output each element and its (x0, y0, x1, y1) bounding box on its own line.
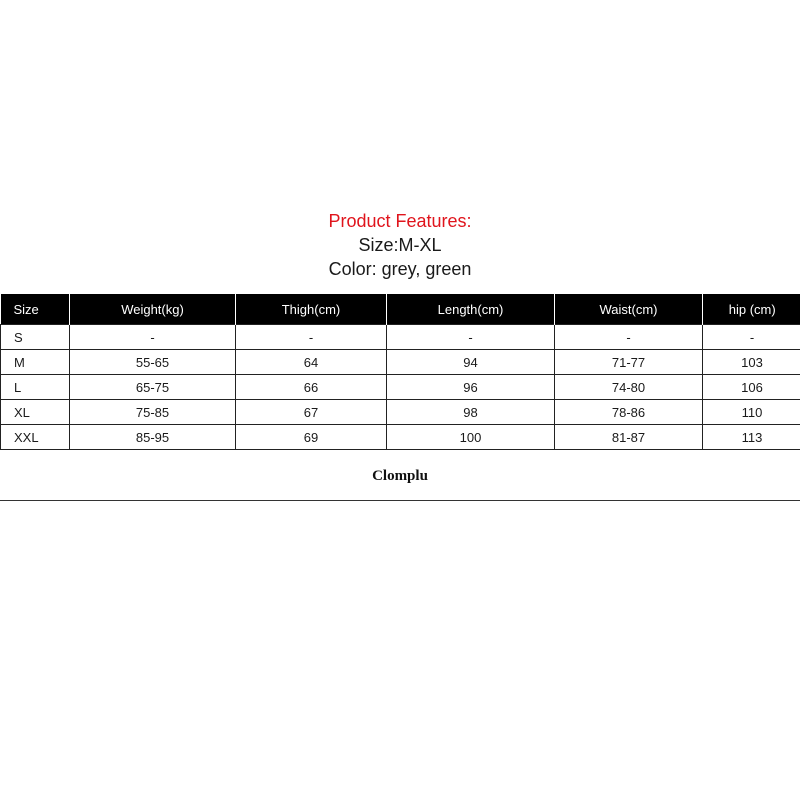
cell-size: L (1, 375, 70, 400)
cell-waist: 81-87 (555, 425, 703, 450)
cell-thigh: 67 (236, 400, 387, 425)
cell-thigh: 66 (236, 375, 387, 400)
header-weight: Weight(kg) (70, 294, 236, 325)
cell-hip: 106 (703, 375, 800, 400)
color-options-text: Color: grey, green (328, 259, 472, 279)
product-features-heading: Product Features: (328, 211, 472, 231)
header-hip: hip (cm) (703, 294, 800, 325)
cell-size: XL (1, 400, 70, 425)
cell-length: 100 (387, 425, 555, 450)
cell-weight: 55-65 (70, 350, 236, 375)
cell-waist: - (555, 325, 703, 350)
header-thigh: Thigh(cm) (236, 294, 387, 325)
cell-thigh: - (236, 325, 387, 350)
cell-thigh: 64 (236, 350, 387, 375)
divider-line (0, 500, 800, 501)
header-length: Length(cm) (387, 294, 555, 325)
cell-waist: 74-80 (555, 375, 703, 400)
cell-size: M (1, 350, 70, 375)
cell-hip: 113 (703, 425, 800, 450)
table-row (1, 325, 800, 350)
header-waist: Waist(cm) (555, 294, 703, 325)
cell-weight: - (70, 325, 236, 350)
cell-waist: 71-77 (555, 350, 703, 375)
cell-weight: 75-85 (70, 400, 236, 425)
cell-hip: 110 (703, 400, 800, 425)
cell-length: 96 (387, 375, 555, 400)
size-chart-table (0, 294, 800, 450)
cell-size: S (1, 325, 70, 350)
cell-hip: 103 (703, 350, 800, 375)
cell-hip: - (703, 325, 800, 350)
table-row (1, 375, 800, 400)
table-row (1, 425, 800, 450)
cell-thigh: 69 (236, 425, 387, 450)
cell-length: 94 (387, 350, 555, 375)
brand-name: Clomplu (372, 468, 428, 484)
size-range-text: Size:M-XL (358, 235, 442, 255)
table-row (1, 350, 800, 375)
header-size: Size (1, 294, 70, 325)
cell-length: 98 (387, 400, 555, 425)
cell-weight: 65-75 (70, 375, 236, 400)
cell-waist: 78-86 (555, 400, 703, 425)
table-row (1, 400, 800, 425)
size-chart-header-row (1, 294, 800, 325)
cell-weight: 85-95 (70, 425, 236, 450)
cell-size: XXL (1, 425, 70, 450)
cell-length: - (387, 325, 555, 350)
